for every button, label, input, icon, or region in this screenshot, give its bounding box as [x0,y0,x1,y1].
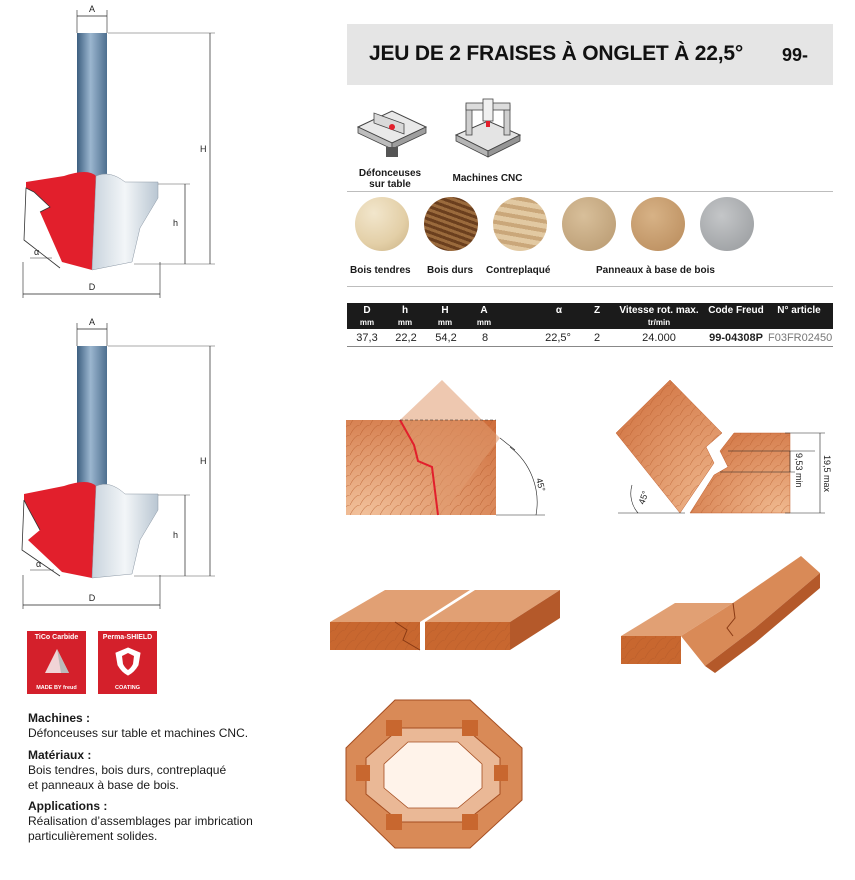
materials-text-line: Bois tendres, bois durs, contreplaqué [28,763,227,777]
col-unit-speed: tr/min [647,318,671,327]
material-label-plywood: Contreplaqué [486,265,551,276]
badge-subtitle: COATING [115,685,140,691]
applications-text-line: Réalisation d’assemblages par imbrication [28,814,253,828]
divider [347,286,833,287]
machines-heading: Machines : [28,711,91,725]
joint-diagram-assembled [340,375,555,520]
col-header-h: h [401,305,409,316]
col-unit-hh: mm [437,318,453,327]
cell-z: 2 [593,332,601,344]
col-header-code: Code Freud [708,305,764,316]
cell-speed: 24.000 [642,332,676,344]
router-bit-diagram-bottom [22,317,215,609]
product-title-bar [347,24,833,85]
mdf-swatch [631,197,685,251]
col-header-hh: H [441,305,449,316]
col-header-a: A [480,305,488,316]
product-reference: 99- [782,45,809,65]
machines-info [28,711,248,741]
divider [347,346,833,347]
col-unit-a: mm [476,318,492,327]
col-header-article: N° article [777,305,821,316]
router-table-icon [352,97,432,162]
dim-h-cut-label: h [173,530,179,540]
badge-title: Perma-SHIELD [102,634,153,641]
col-unit-h: mm [397,318,413,327]
machine-label-cnc: Machines CNC [452,173,523,184]
col-header-speed: Vitesse rot. max. [619,305,699,316]
materials-info [28,748,226,793]
softwood-swatch [355,197,409,251]
product-title: JEU DE 2 FRAISES À ONGLET À 22,5° [369,42,744,65]
angle-label-right: 45° [636,489,651,506]
angle-label-left: 45° [534,476,548,493]
dim-h-cut-label: h [173,218,179,228]
material-label-hardwood: Bois durs [427,265,474,276]
cell-code: 99-04308P [709,332,763,344]
machine-label-router-table: Défonceuses sur table [358,168,422,190]
badge-title: TiCo Carbide [34,634,79,641]
joint-board-pair-flat [325,570,570,660]
dim-alpha-label: α [34,247,40,257]
cell-article: F03FR02450 [768,332,833,344]
col-unit-d: mm [359,318,375,327]
material-label-softwood: Bois tendres [350,265,411,276]
applications-info [28,799,253,844]
dim-d-label: D [88,282,96,292]
cell-hh: 54,2 [435,332,457,344]
col-header-d: D [363,305,371,316]
divider [347,191,833,192]
cnc-machine-icon [450,95,525,163]
router-bit-diagram-top [23,4,215,298]
materials-heading: Matériaux : [28,748,92,762]
dim-alpha-label: α [36,559,42,569]
dim-h-total-label: H [200,144,207,154]
dim-h-total-label: H [200,456,207,466]
joint-diagram-separated [610,375,835,520]
badge-subtitle: MADE BY freud [36,685,77,691]
carbide-tip-icon [41,645,73,677]
hardwood-swatch [424,197,478,251]
applications-heading: Applications : [28,799,108,813]
shield-icon [112,645,144,677]
particleboard-swatch [562,197,616,251]
applications-text-line: particulièrement solides. [28,829,158,843]
col-header-z: Z [593,305,601,316]
materials-text-line: et panneaux à base de bois. [28,778,179,792]
machines-text: Défonceuses sur table et machines CNC. [28,726,249,740]
material-label-wood-panels: Panneaux à base de bois [596,265,715,276]
octagon-assembly [340,690,530,855]
plywood-swatch [493,197,547,251]
dim-a-label: A [88,4,96,14]
cell-h: 22,2 [395,332,417,344]
dim-d-label: D [88,593,96,603]
joint-board-pair-angled [615,548,830,673]
dim-a-label: A [88,317,96,327]
spec-table-header [347,303,833,329]
router-bit-diagrams [0,0,230,610]
min-dimension-label: 9,53 min [794,453,804,488]
tico-carbide-badge [27,631,86,694]
max-dimension-label: 19,5 max [822,455,832,493]
perma-shield-badge [98,631,157,694]
melamine-board-swatch [700,197,754,251]
col-header-alpha: α [555,305,563,316]
cell-alpha: 22,5° [545,332,571,344]
cell-d: 37,3 [356,332,378,344]
cell-a: 8 [481,332,489,344]
